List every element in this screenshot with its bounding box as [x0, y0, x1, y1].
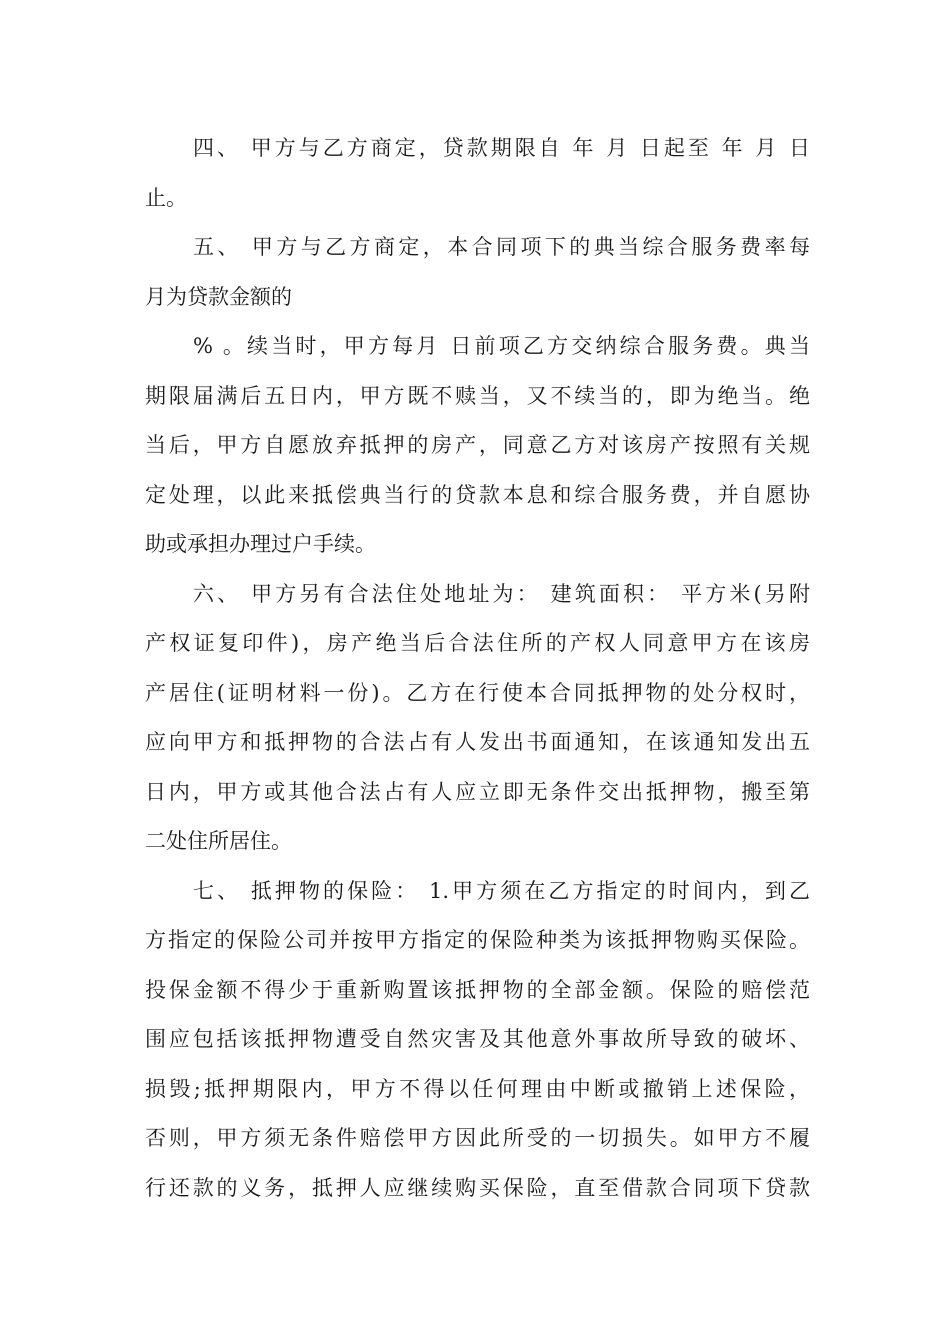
text-line: 产居住(证明材料一份)。乙方在行使本合同抵押物的处分权时，: [145, 680, 810, 705]
text-line: 否则，甲方须无条件赔偿甲方因此所受的一切损失。如甲方不履: [145, 1126, 810, 1150]
text-line: 月为贷款金额的: [145, 284, 292, 309]
text-line: 日内，甲方或其他合法占有人应立即无条件交出抵押物，搬至第: [145, 779, 810, 804]
text-line: 止。: [145, 185, 187, 210]
text-line: 期限届满后五日内，甲方既不赎当，又不续当的，即为绝当。绝: [145, 383, 810, 408]
text-line: 投保金额不得少于重新购置该抵押物的全部金额。保险的赔偿范: [145, 977, 810, 1002]
text-line: 围应包括该抵押物遭受自然灾害及其他意外事故所导致的破坏、: [145, 1027, 810, 1051]
text-line: 损毁;抵押期限内，甲方不得以任何理由中断或撤销上述保险，: [145, 1076, 810, 1101]
text-line: 四、 甲方与乙方商定，贷款期限自 年 月 日起至 年 月 日: [193, 136, 810, 160]
text-line: 五、 甲方与乙方商定，本合同项下的典当综合服务费率每: [193, 235, 810, 259]
text-line: 产权证复印件)，房产绝当后合法住所的产权人同意甲方在该房: [145, 631, 810, 655]
text-line: 助或承担办理过户手续。: [145, 532, 376, 556]
contract-body-text: [145, 124, 810, 1213]
text-line: 当后，甲方自愿放弃抵押的房产，同意乙方对该房产按照有关规: [145, 433, 810, 457]
text-line: 定处理，以此来抵偿典当行的贷款本息和综合服务费，并自愿协: [145, 482, 810, 507]
text-line: 行还款的义务，抵押人应继续购买保险，直至借款合同项下贷款: [145, 1175, 810, 1200]
text-line: % 。续当时，甲方每月 日前项乙方交纳综合服务费。典当: [193, 334, 810, 358]
text-line: 二处住所居住。: [145, 829, 292, 853]
text-line: 应向甲方和抵押物的合法占有人发出书面通知，在该通知发出五: [145, 730, 810, 754]
text-line: 六、 甲方另有合法住处地址为： 建筑面积： 平方米(另附: [193, 581, 810, 606]
text-line: 七、 抵押物的保险： 1.甲方须在乙方指定的时间内，到乙: [193, 878, 810, 903]
text-line: 方指定的保险公司并按甲方指定的保险种类为该抵押物购买保险。: [145, 928, 810, 952]
